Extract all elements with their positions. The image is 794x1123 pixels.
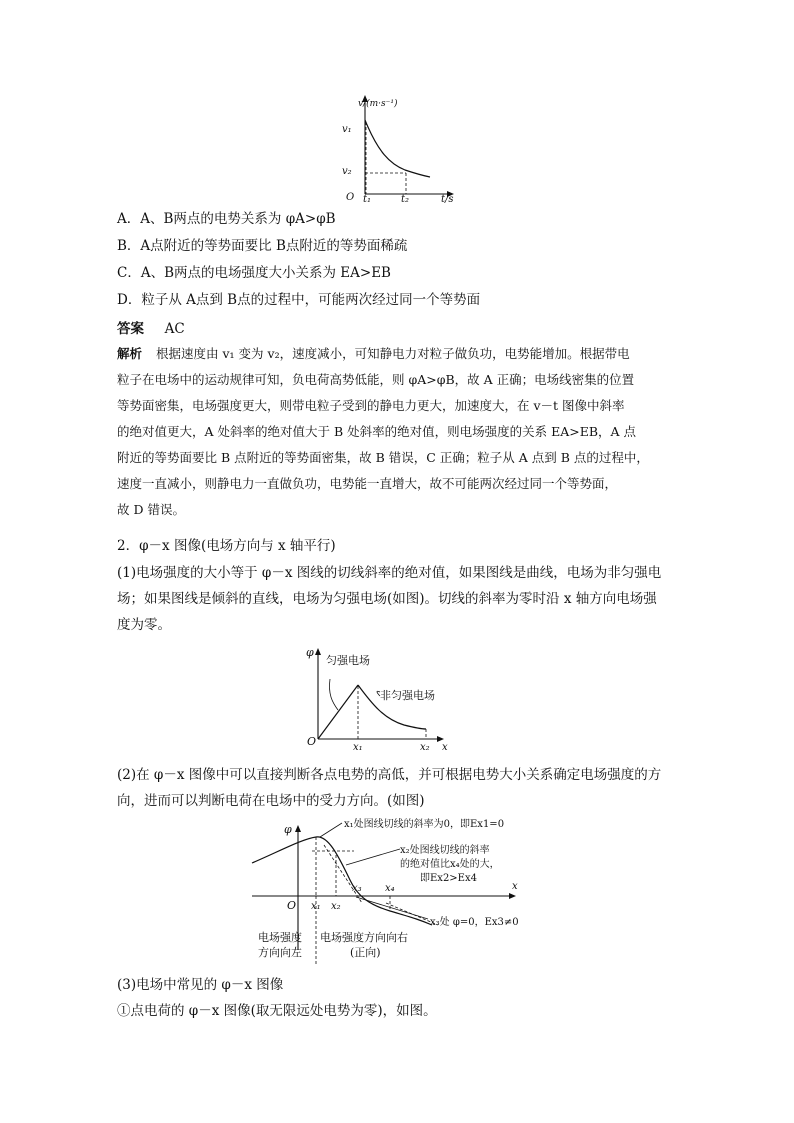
option-b: B．A点附近的等势面要比 B点附近的等势面稀疏 bbox=[117, 238, 408, 254]
option-c: C．A、B两点的电场强度大小关系为 EA>EB bbox=[117, 265, 391, 281]
analysis-line-7: 故 D 错误。 bbox=[117, 502, 185, 517]
v1-label: v₁ bbox=[342, 124, 352, 135]
origin-label: O bbox=[346, 192, 355, 203]
para2-line-2: 向，进而可以判断电荷在电场中的受力方向。(如图) bbox=[117, 793, 425, 809]
x3-label: x₃ bbox=[352, 883, 362, 894]
analysis-line-2: 粒子在电场中的运动规律可知，负电荷高势低能，则 φA>φB，故 A 正确；电场线密集的位置 bbox=[117, 372, 635, 387]
t2-label: t₂ bbox=[401, 194, 410, 204]
nonuniform-label: 非匀强电场 bbox=[380, 689, 435, 702]
velocity-time-graph bbox=[330, 92, 460, 204]
origin-label: O bbox=[287, 899, 297, 912]
right-region-b: (正向) bbox=[350, 946, 381, 959]
right-region-a: 电场强度方向向右 bbox=[320, 931, 408, 944]
phi-axis-arrow bbox=[315, 648, 321, 655]
analysis-label: 解析 bbox=[117, 346, 143, 361]
left-region-a: 电场强度 bbox=[258, 931, 302, 944]
para2-line-1: (2)在 φ－x 图像中可以直接判断各点电势的高低，并可根据电势大小关系确定电场强度的方 bbox=[117, 767, 662, 783]
analysis-block bbox=[117, 341, 685, 523]
ann1-pointer bbox=[320, 823, 342, 837]
analysis-line-4: 的绝对值更大，A 处斜率的绝对值大于 B 处斜率的绝对值，则电场强度的关系 EA>EB，A 点 bbox=[117, 424, 637, 439]
option-a: A．A、B两点的电势关系为 φA>φB bbox=[117, 211, 336, 227]
x4-label: x₄ bbox=[385, 883, 395, 894]
analysis-line-3: 等势面密集，电场强度更大，则带电粒子受到的静电力更大，加速度大，在 v－t 图像中斜率 bbox=[117, 398, 625, 413]
section-2-para-3: (3)电场中常见的 φ－x 图像 bbox=[117, 977, 284, 993]
ann1-label: x₁处图线切线的斜率为0，即Ex1=0 bbox=[344, 819, 505, 830]
section-2-para-2 bbox=[117, 762, 687, 814]
para1-line-1: (1)电场强度的大小等于 φ－x 图线的切线斜率的绝对值，如果图线是曲线，电场为非匀强电 bbox=[117, 565, 662, 581]
uniform-pointer bbox=[329, 679, 338, 710]
ann3-label: x₃处 φ=0，Ex3≠0 bbox=[430, 917, 519, 928]
phi-x-uniform-graph bbox=[300, 644, 460, 754]
x-label: x bbox=[512, 881, 518, 892]
section-2-para-4: ①点电荷的 φ－x 图像(取无限远处电势为零)，如图。 bbox=[117, 1003, 437, 1019]
phi-x-annotated-graph bbox=[250, 815, 540, 970]
velocity-curve bbox=[365, 120, 430, 177]
analysis-line-1: 根据速度由 v₁ 变为 v₂，速度减小，可知静电力对粒子做负功，电势能增加。根据带电 bbox=[156, 346, 630, 361]
ann2a-label: x₂处图线切线的斜率 bbox=[400, 845, 490, 856]
phi-axis-arrow bbox=[295, 825, 301, 832]
t1-label: t₁ bbox=[363, 194, 372, 204]
origin-label: O bbox=[307, 735, 317, 748]
analysis-line-5: 附近的等势面要比 B 点附近的等势面密集，故 B 错误，C 正确；粒子从 A 点到 B 点的过程中， bbox=[117, 450, 649, 465]
ann2c-label: 即Ex2>Ex4 bbox=[420, 873, 477, 884]
x2-label: x₂ bbox=[331, 901, 341, 912]
phi-label: φ bbox=[284, 823, 292, 836]
option-d: D．粒子从 A点到 B点的过程中，可能两次经过同一个等势面 bbox=[117, 292, 481, 308]
answer-value: AC bbox=[164, 321, 185, 337]
section-2-para-1 bbox=[117, 560, 687, 638]
x-axis-arrow bbox=[509, 893, 516, 899]
v2-label: v₂ bbox=[342, 166, 352, 177]
x2-label: x₂ bbox=[420, 742, 430, 753]
analysis-line-6: 速度一直减小，则静电力一直做负功，电势能一直增大，故不可能两次经过同一个等势面， bbox=[117, 476, 618, 491]
ann2-pointer bbox=[346, 849, 400, 865]
phi-label: φ bbox=[306, 646, 314, 659]
section-2-heading: 2．φ－x 图像(电场方向与 x 轴平行) bbox=[117, 538, 336, 554]
ann3-pointer bbox=[356, 897, 428, 919]
para1-line-2: 场；如果图线是倾斜的直线，电场为匀强电场(如图)。切线的斜率为零时沿 x 轴方向电场强 bbox=[117, 591, 657, 607]
ann2b-label: 的绝对值比x₄处的大， bbox=[400, 859, 500, 870]
uniform-label: 匀强电场 bbox=[326, 654, 370, 667]
answer-label: 答案 bbox=[117, 321, 144, 337]
x1-label: x₁ bbox=[311, 901, 321, 912]
x2-tangent bbox=[324, 845, 362, 903]
t-axis-label: t/s bbox=[441, 194, 454, 204]
para1-line-3: 度为零。 bbox=[117, 617, 171, 633]
left-region-b: 方向向左 bbox=[258, 946, 302, 959]
x-label: x bbox=[442, 742, 448, 753]
answer-line bbox=[117, 320, 185, 338]
uniform-line bbox=[318, 685, 358, 739]
x1-label: x₁ bbox=[353, 742, 363, 753]
y-axis-label: v/(m·s⁻¹) bbox=[358, 99, 398, 109]
